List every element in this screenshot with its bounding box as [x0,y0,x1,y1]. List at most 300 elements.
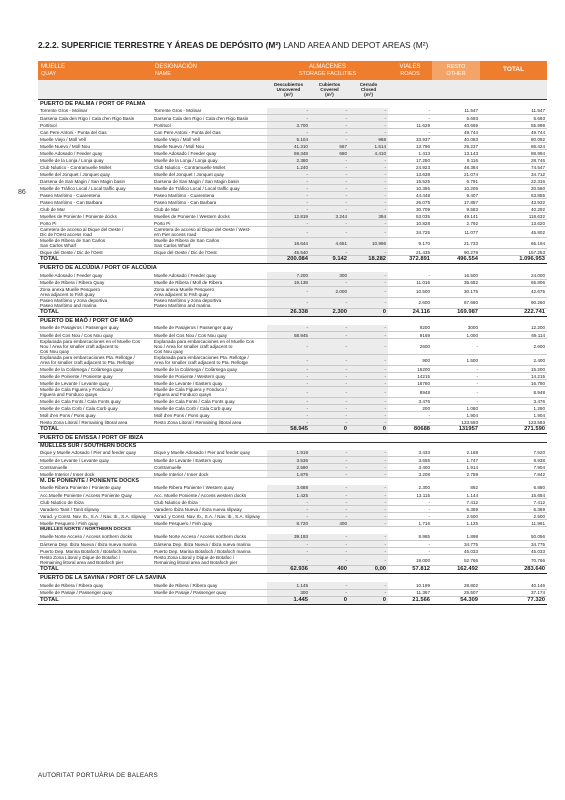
name-cell: Dársena Dep. Ibiza Nueva / Ibiza nueva marina [152,541,267,548]
total-cell: 20.560 [480,185,547,192]
covered-cell: - [310,206,349,213]
uncovered-cell: - [267,286,310,297]
uncovered-cell: - [267,398,310,405]
table-header-row [38,61,547,80]
roads-cell: - [388,513,432,520]
other-cell: 6.369 [432,506,480,513]
name-cell: Can Pere Antoni - Punta del Gas [152,129,267,136]
closed-cell: - [349,520,388,527]
roads-cell: 21.566 [388,596,432,604]
name-cell: Muelle de Ribera de San Carlos San Carlos Wharf [152,238,267,249]
covered-cell: 2.000 [310,286,349,297]
closed-cell: - [349,419,388,426]
total-cell: 271.590 [480,426,547,434]
quay-cell: Muelle del Cos Nou / Cos Nou quay [38,332,152,339]
name-cell: Muelle de Pasajeros / Passenger quay [152,325,267,332]
name-cell: Explanada para embarcaciones en el Muelle Cos Nou / Area for smaller craft adjacent to Cos Nou quay [152,339,267,355]
header-storage: ALMACENES STORAGE FACILITIES [267,61,388,80]
other-cell: 45.033 [432,548,480,555]
name-cell [152,426,267,434]
closed-cell: - [349,464,388,471]
name-cell: Paseo Marítimo - Cuarentena [152,192,267,199]
dock-group-heading [38,443,547,450]
other-cell: 21.074 [432,171,480,178]
header-total: TOTAL [480,61,547,80]
quay-cell: Muelle Interior / Inner dock [38,471,152,478]
total-cell: 123.593 [480,419,547,426]
other-cell: 2.759 [432,471,480,478]
other-cell: 1.060 [432,405,480,412]
header-roads: VIALES ROADS [388,61,432,80]
other-cell: 1.000 [432,332,480,339]
total-cell: 16.780 [480,380,547,387]
uncovered-cell: - [267,206,310,213]
covered-cell: - [310,122,349,129]
roads-cell: 3.208 [388,471,432,478]
name-cell: Muelle del Cos Nou / Cos Nou quay [152,332,267,339]
roads-cell: 30.709 [388,206,432,213]
closed-cell: - [349,485,388,492]
other-cell: 3000 [432,325,480,332]
quay-cell: Muelle de Cala Corb / Cala Corb quay [38,405,152,412]
covered-cell: - [310,471,349,478]
other-cell: 49.141 [432,213,480,220]
total-row [38,256,547,264]
uncovered-cell: 2.380 [267,157,310,164]
name-cell: Torrente Gros - Molinar [152,108,267,115]
closed-cell: - [349,506,388,513]
table-row [38,279,547,286]
subheader-uncovered: Descubiertos Uncovered (m²) [267,80,310,99]
total-cell: 8.938 [480,457,547,464]
roads-cell: 44.448 [388,192,432,199]
covered-cell: - [310,589,349,596]
uncovered-cell: - [267,192,310,199]
quay-cell: Muelle Viejo / Moll Vell [38,136,152,143]
covered-cell: - [310,249,349,256]
table-row [38,178,547,185]
quay-cell: Muelle Nuevo / Moll Nou [38,143,152,150]
table-row [38,541,547,548]
table-row [38,366,547,373]
name-cell: Contramuelle [152,464,267,471]
uncovered-cell: - [267,185,310,192]
name-cell: Muelle de Cala Fonts / Cala Fonts quay [152,398,267,405]
table-body [38,99,547,604]
closed-cell: - [349,178,388,185]
name-cell [152,308,267,316]
name-cell [152,256,267,264]
other-cell: 1.125 [432,520,480,527]
total-cell: 49.744 [480,129,547,136]
uncovered-cell: - [267,541,310,548]
covered-cell: - [310,157,349,164]
roads-cell: 80688 [388,426,432,434]
covered-cell: - [310,506,349,513]
total-cell: 77.320 [480,596,547,604]
total-cell: 55.998 [480,122,547,129]
uncovered-cell: 12.819 [267,213,310,220]
name-cell: Muelle de la Colàrsega / Colàrsega quay [152,366,267,373]
roads-cell: 9.170 [388,238,432,249]
total-cell: 24.000 [480,272,547,279]
total-cell: 11.547 [480,108,547,115]
quay-cell: Muelle de Pasaje / Passenger quay [38,589,152,596]
quay-cell: Muelle de Cala Fonts / Cala Fonts quay [38,398,152,405]
quay-cell: Muelle de la Lonja / Lonja quay [38,157,152,164]
total-cell: 3.476 [480,398,547,405]
uncovered-cell: - [267,297,310,308]
covered-cell: - [310,405,349,412]
covered-cell: - [310,332,349,339]
name-cell: Club Náutico de Ibiza [152,499,267,506]
closed-cell: - [349,450,388,457]
uncovered-cell: - [267,227,310,238]
covered-cell: - [310,457,349,464]
closed-cell: 0 [349,596,388,604]
closed-cell: - [349,249,388,256]
closed-cell: 10.996 [349,238,388,249]
closed-cell: - [349,492,388,499]
roads-cell: 24.923 [388,164,432,171]
roads-cell: 10.828 [388,220,432,227]
name-cell: Dique y Muelle Adosado / Pier and feeder quay [152,450,267,457]
name-cell: Muelle de Levante / Eastern quay [152,380,267,387]
quay-cell: Zona anexa Muelle Pesquero Area adjacent to Fish quay [38,286,152,297]
other-cell: 40.669 [432,122,480,129]
covered-cell: 3.244 [310,213,349,220]
table-row [38,555,547,566]
covered-cell: - [310,192,349,199]
total-cell: 2.400 [480,355,547,366]
covered-cell: - [310,220,349,227]
covered-cell: - [310,548,349,555]
other-cell: 28.802 [432,582,480,589]
roads-cell: - [388,412,432,419]
quay-cell: Varadero Tanit / Tanit slipway [38,506,152,513]
header-other: RESTO OTHER [432,61,480,80]
uncovered-cell: 1.145 [267,582,310,589]
roads-cell: - [388,506,432,513]
roads-cell: 3.655 [388,457,432,464]
table-row [38,534,547,541]
total-cell: 7.412 [480,499,547,506]
quay-cell: Muelles de Poniente / Poniente docks [38,213,152,220]
quay-cell: Muelle Norte Acceso / Access northern docks [38,534,152,541]
closed-cell: - [349,499,388,506]
covered-cell: 0 [310,426,349,434]
other-cell: 9.116 [432,157,480,164]
total-cell: 42.675 [480,286,547,297]
name-cell: Moll d'en Pons / Pons quay [152,412,267,419]
other-cell: 48.384 [432,164,480,171]
other-cell: 16.500 [432,272,480,279]
roads-cell: 24.116 [388,308,432,316]
table-row [38,171,547,178]
closed-cell: 1.514 [349,143,388,150]
quay-cell: Paseo Marítimo - Can Barbara [38,199,152,206]
name-cell: Varadero Ibiza Nueva / Ibiza nueva slipway [152,506,267,513]
closed-cell: - [349,297,388,308]
table-row [38,108,547,115]
uncovered-cell: 58.945 [267,332,310,339]
covered-cell: - [310,136,349,143]
quay-cell: Muelle de Cala Figuera y Fonduco / Figuera and Fonduco quays [38,387,152,398]
roads-cell: 8.985 [388,534,432,541]
quay-cell: TOTAL [38,256,152,264]
total-row [38,566,547,574]
quay-cell: Club Náutico - Contramuelle Mollet [38,164,152,171]
total-cell: 157.253 [480,249,547,256]
subheader-covered: Cubiertos Covered (m²) [310,80,349,99]
table-row [38,129,547,136]
covered-cell: 680 [310,150,349,157]
total-cell: 45.033 [480,548,547,555]
total-cell: 34.775 [480,541,547,548]
roads-cell: - [388,419,432,426]
other-cell: 90.278 [432,249,480,256]
uncovered-cell: 39.193 [267,534,310,541]
table-row [38,457,547,464]
other-cell: 11.547 [432,108,480,115]
name-cell: Muelle Adosado / Feeder quay [152,272,267,279]
other-cell: 123.593 [432,419,480,426]
table-row [38,485,547,492]
total-cell: 5.693 [480,115,547,122]
table-row [38,513,547,520]
table-row [38,238,547,249]
uncovered-cell: - [267,419,310,426]
total-cell: 40.292 [480,206,547,213]
quay-cell: TOTAL [38,426,152,434]
closed-cell: - [349,589,388,596]
quay-cell: Resto Zona Litoral / Remaining littoral area [38,419,152,426]
covered-cell: - [310,485,349,492]
roads-cell: 19.000 [388,555,432,566]
closed-cell: - [349,185,388,192]
closed-cell: - [349,582,388,589]
other-cell: 2.792 [432,220,480,227]
quay-cell: Muelle de Levante / Levante quay [38,457,152,464]
other-cell: 5.693 [432,115,480,122]
table-row [38,355,547,366]
table-subheader-row [38,80,547,99]
quay-cell: Varad. y Const. Nav. Ib., S.A. / Nav. Ib., S.A. slipway [38,513,152,520]
total-cell: 118.632 [480,213,547,220]
table-row [38,249,547,256]
table-row [38,157,547,164]
total-cell: 6.369 [480,506,547,513]
closed-cell: - [349,398,388,405]
other-cell: 1.747 [432,457,480,464]
closed-cell: - [349,171,388,178]
roads-cell: - [388,272,432,279]
covered-cell: - [310,366,349,373]
name-cell: Varad. y Const. Nav. Ib., S.A. / Nav. Ib., S.A. slipway [152,513,267,520]
table-row [38,582,547,589]
uncovered-cell: 5.104 [267,136,310,143]
closed-cell: 968 [349,136,388,143]
total-cell: 37.174 [480,589,547,596]
total-cell: 14.215 [480,373,547,380]
quay-cell: Darsena de San Magin / San Magin basin [38,178,152,185]
heading-text: MUELLES SUR / SOUTHERN DOCKS [38,443,547,450]
uncovered-cell: 300 [267,589,310,596]
table-row [38,373,547,380]
covered-cell: - [310,534,349,541]
covered-cell: 4.651 [310,238,349,249]
total-cell: 70.766 [480,555,547,566]
quay-cell: Paseo Marítimo - Cuarentena [38,192,152,199]
quay-cell: Muelle de Pasajeros / Passenger quay [38,325,152,332]
quay-cell: Carretera de acceso al Dique del Oeste / Dic de l'Oest access road [38,227,152,238]
header-name: DESIGNACIÓN NAME [152,61,267,80]
uncovered-cell: - [267,355,310,366]
table-row [38,589,547,596]
closed-cell: - [349,286,388,297]
name-cell: Muelle Adosado / Feeder quay [152,150,267,157]
roads-cell: 10.355 [388,185,432,192]
total-cell: 15.684 [480,492,547,499]
heading-text: M. DE PONIENTE / PONIENTE DOCKS [38,478,547,485]
total-cell: 1.260 [480,405,547,412]
closed-cell: - [349,220,388,227]
covered-cell: - [310,355,349,366]
roads-cell: 1.413 [388,150,432,157]
other-cell: - [432,366,480,373]
quay-cell: Muelle de Ribera / Ribera quay [38,582,152,589]
total-cell: 1.096.953 [480,256,547,264]
roads-cell: 11.629 [388,122,432,129]
covered-cell: - [310,492,349,499]
quay-cell: Darsena Cala den Rigo / Cala d'en Rigo Basin [38,115,152,122]
name-cell [152,566,267,574]
uncovered-cell: - [267,220,310,227]
uncovered-cell: - [267,115,310,122]
covered-cell: - [310,513,349,520]
other-cell: 10.205 [432,185,480,192]
quay-cell: Muelle de Ribera / Ribera Quay [38,279,152,286]
other-cell: 17.857 [432,199,480,206]
table-row [38,492,547,499]
covered-cell: - [310,129,349,136]
covered-cell: - [310,279,349,286]
quay-cell: Muelle de Levante / Levante quay [38,380,152,387]
covered-cell: - [310,499,349,506]
closed-cell: - [349,513,388,520]
table-row [38,548,547,555]
covered-cell: 2.300 [310,308,349,316]
other-cell: 169.987 [432,308,480,316]
roads-cell: 13.115 [388,492,432,499]
heading-text: PUERTO DE MAÓ / PORT OF MAÓ [38,316,547,325]
total-cell: 69.114 [480,332,547,339]
closed-cell: - [349,534,388,541]
heading-text: PUERTO DE ALCÚDIA / PORT OF ALCÚDIA [38,264,547,273]
uncovered-cell: 7.200 [267,272,310,279]
quay-cell: Explanada para embarcaciones en el Muelle Cos Nou / Area for smaller craft adjacent to Cos Nou quay [38,339,152,355]
covered-cell: - [310,164,349,171]
total-cell: 45.802 [480,227,547,238]
quay-cell: Club Náutico de Ibiza [38,499,152,506]
closed-cell: - [349,373,388,380]
roads-cell: 33.937 [388,136,432,143]
name-cell: Muelle Norte Acceso / Access northern docks [152,534,267,541]
table-row [38,450,547,457]
name-cell: Muelle de Pasaje / Passenger quay [152,589,267,596]
closed-cell: - [349,366,388,373]
roads-cell: 16780 [388,380,432,387]
total-cell: 6.880 [480,485,547,492]
roads-cell: - [388,115,432,122]
covered-cell: - [310,185,349,192]
table-row [38,471,547,478]
closed-cell: - [349,555,388,566]
closed-cell: - [349,199,388,206]
uncovered-cell: 41.310 [267,143,310,150]
roads-cell: 10.199 [388,582,432,589]
roads-cell: 17.250 [388,157,432,164]
total-cell: 65.806 [480,279,547,286]
uncovered-cell: - [267,506,310,513]
other-cell: 29.237 [432,143,480,150]
heading-text: MUELLES NORTE / NORTHERN DOCKS [38,527,547,534]
roads-cell: - [388,499,432,506]
covered-cell: 400 [310,520,349,527]
land-area-table [38,61,547,605]
closed-cell: - [349,471,388,478]
quay-cell: Explanada para embarcaciones Pta. Rellotge / Area for smaller craft adjacent to Pta. Rellotge [38,355,152,366]
covered-cell: - [310,555,349,566]
heading-text: PUERTO DE PALMA / PORT OF PALMA [38,99,547,108]
uncovered-cell: - [267,171,310,178]
quay-cell: TOTAL [38,596,152,604]
roads-cell: 372.891 [388,256,432,264]
section-title [38,40,428,50]
covered-cell: - [310,541,349,548]
other-cell: 54.309 [432,596,480,604]
uncovered-cell: - [267,548,310,555]
name-cell: Paseo Marítimo y zona deportiva Paseo Marítimo and marina [152,297,267,308]
quay-cell: Muelle Adosado / Feeder quay [38,150,152,157]
other-cell: 9.407 [432,192,480,199]
other-cell: 21.733 [432,238,480,249]
uncovered-cell: 1.445 [267,596,310,604]
quay-cell: Porto Pi [38,220,152,227]
name-cell: Muelle de Ribera / Moll de Ribera [152,279,267,286]
name-cell: Resto Zona Litoral y Dique de Botafoc / Remaining littoral area and Botafoch pier [152,555,267,566]
closed-cell: - [349,272,388,279]
uncovered-cell: 58.945 [267,426,310,434]
total-cell: 86.424 [480,143,547,150]
uncovered-cell: - [267,108,310,115]
table-row [38,115,547,122]
covered-cell: - [310,325,349,332]
name-cell: Muelle de Poniente / Western quay [152,373,267,380]
roads-cell: 2.300 [388,485,432,492]
total-cell: 7.904 [480,464,547,471]
roads-cell: 2600 [388,339,432,355]
name-cell: Acc. Muelle Poniente / Access western docks [152,492,267,499]
port-section-heading [38,99,547,108]
uncovered-cell: 2.590 [267,464,310,471]
quay-cell: Torrente Gros - Molinar [38,108,152,115]
closed-cell: - [349,325,388,332]
roads-cell: 26.075 [388,199,432,206]
other-cell: - [432,373,480,380]
closed-cell: - [349,122,388,129]
covered-cell: - [310,199,349,206]
